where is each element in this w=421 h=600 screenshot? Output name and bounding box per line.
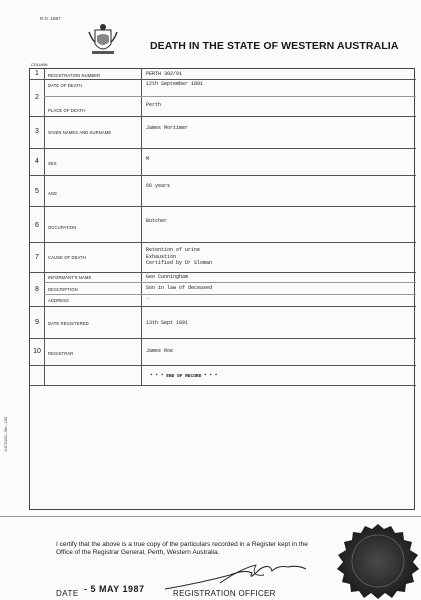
field-label: ADDRESS — [48, 298, 69, 303]
field-value: 66 years — [146, 183, 171, 189]
coat-of-arms-icon — [86, 22, 120, 58]
field-value: James Roe — [146, 348, 174, 354]
registration-officer-label: REGISTRATION OFFICER — [173, 589, 276, 598]
row-number: 7 — [35, 254, 39, 261]
field-label: SEX — [48, 161, 57, 166]
certification-text: I certify that the above is a true copy of the particulars recorded in a Register kept in the Office of the Registrar General, Perth, Western Australia. — [56, 541, 308, 556]
field-label: GIVEN NAMES AND SURNAME — [48, 130, 112, 135]
field-value: Retention of urine Exhaustion Certified by Dr Sloman — [146, 247, 213, 266]
field-label: REGISTRATION NUMBER — [48, 73, 101, 78]
row-number: 6 — [35, 222, 39, 229]
document-title: DEATH IN THE STATE OF WESTERN AUSTRALIA — [150, 40, 399, 52]
field-label: AGE — [48, 191, 58, 196]
divider — [0, 516, 421, 517]
field-value: 12th September 1891 — [146, 81, 204, 87]
field-label: INFORMANT'S NAME — [48, 275, 92, 280]
field-value: - — [146, 296, 150, 302]
row-number: 3 — [35, 128, 39, 135]
date-stamp: - 5 MAY 1987 — [84, 584, 145, 594]
row-number: 5 — [35, 188, 39, 195]
form-print-code: 418763/83—5M—1/85 — [4, 416, 8, 452]
field-label: DATE REGISTERED — [48, 321, 89, 326]
column-label: COLUMN — [31, 63, 48, 67]
row-number: 2 — [35, 94, 39, 101]
date-label: DATE — [56, 589, 79, 598]
row-number: 8 — [35, 286, 39, 293]
field-label: DESCRIPTION — [48, 287, 78, 292]
row-number: 9 — [35, 319, 39, 326]
official-seal-icon — [335, 522, 421, 600]
field-value: PERTH 302/91 — [146, 71, 183, 77]
row-number: 10 — [33, 348, 41, 355]
field-value: James Mortimer — [146, 125, 189, 131]
field-label: REGISTRAR — [48, 351, 74, 356]
record-table — [29, 68, 415, 510]
end-of-record: * * * END OF RECORD * * * — [150, 374, 218, 379]
row-number: 1 — [35, 70, 39, 77]
field-value: M — [146, 156, 150, 162]
field-value: 13th Sept 1891 — [146, 320, 189, 326]
form-code: R.G. 1987 — [40, 16, 61, 21]
field-value: Son in law of deceased — [146, 285, 213, 291]
field-label: DATE OF DEATH — [48, 83, 83, 88]
field-value: Geo Cunningham — [146, 274, 189, 280]
field-value: Perth — [146, 102, 162, 108]
field-label: OCCUPATION — [48, 225, 77, 230]
row-number: 4 — [35, 158, 39, 165]
field-label: CAUSE OF DEATH — [48, 255, 86, 260]
field-value: Butcher — [146, 218, 168, 224]
field-label: PLACE OF DEATH — [48, 108, 86, 113]
